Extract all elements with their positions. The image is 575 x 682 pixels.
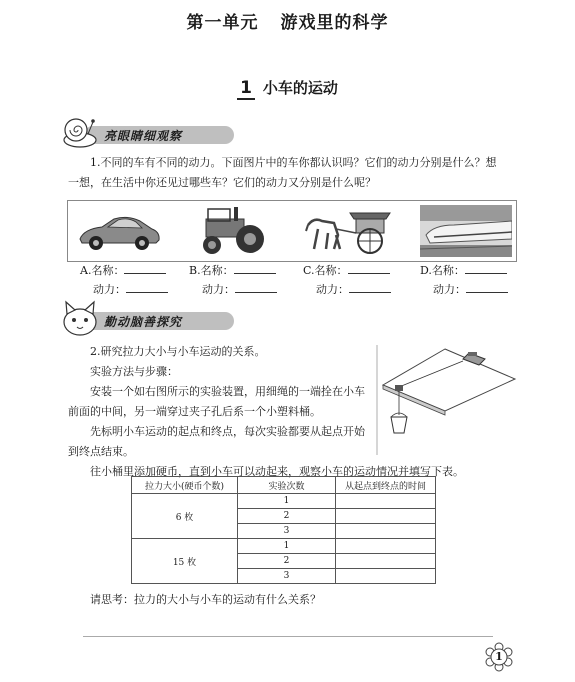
experiment-table — [131, 476, 436, 584]
vehicle-c-name: C.名称： — [303, 262, 390, 278]
blank-line[interactable] — [235, 281, 277, 293]
unit-name: 游戏里的科学 — [280, 13, 389, 33]
lesson-number: 1 — [237, 78, 255, 100]
time-cell[interactable] — [336, 494, 436, 509]
blank-line[interactable] — [465, 262, 507, 274]
tractor-image — [190, 205, 274, 257]
blank-line[interactable] — [349, 281, 391, 293]
time-cell[interactable] — [336, 524, 436, 539]
q2-line1: 2.研究拉力大小与小车运动的关系。 — [90, 345, 266, 358]
table-header: 从起点到终点的时间 — [336, 477, 436, 494]
bucket-icon — [391, 413, 407, 433]
q2-line7: 往小桶里添加硬币，直到小车可以动起来，观察小车的运动情况并填写下表。 — [90, 465, 464, 478]
unit-title — [0, 8, 575, 33]
time-cell[interactable] — [336, 509, 436, 524]
q2-line4: 前面的中间，另一端穿过夹子孔后系一个小塑料桶。 — [68, 405, 321, 418]
trial-cell: 1 — [238, 539, 336, 554]
cat-mascot-icon — [60, 298, 102, 338]
force-cell: 15 枚 — [132, 539, 238, 584]
experiment-apparatus-diagram — [375, 345, 520, 455]
snail-mascot-icon — [60, 112, 100, 152]
sports-car-image — [76, 205, 162, 257]
q2-line5: 先标明小车运动的起点和终点，每次实验都要从起点开始 — [90, 425, 365, 438]
vehicle-image-strip — [67, 200, 517, 262]
blank-line[interactable] — [124, 262, 166, 274]
trial-cell: 1 — [238, 494, 336, 509]
table-header: 实验次数 — [238, 477, 336, 494]
vehicle-c-power: 动力： — [316, 281, 391, 297]
lesson-title — [0, 77, 575, 100]
q1-line2: 一想，在生活中你还见过哪些车？它们的动力又分别是什么呢？ — [68, 176, 376, 189]
time-cell[interactable] — [336, 539, 436, 554]
page-number-badge — [484, 642, 514, 672]
time-cell[interactable] — [336, 569, 436, 584]
table-header-row — [132, 477, 436, 494]
blank-line[interactable] — [126, 281, 168, 293]
trial-cell: 3 — [238, 569, 336, 584]
trial-cell: 2 — [238, 554, 336, 569]
blank-line[interactable] — [348, 262, 390, 274]
q2-line2: 实验方法与步骤： — [90, 365, 178, 378]
section-header-observe — [60, 112, 260, 150]
table-row — [132, 539, 436, 554]
page-number: 1 — [495, 650, 503, 663]
section-title: 勤动脑善探究 — [104, 315, 183, 329]
blank-line[interactable] — [466, 281, 508, 293]
vehicle-b-power: 动力： — [202, 281, 277, 297]
vehicle-a-power: 动力： — [93, 281, 168, 297]
section-header-explore — [60, 298, 260, 336]
q2-line6: 到终点结束。 — [68, 445, 134, 458]
section-title: 亮眼睛细观察 — [104, 129, 183, 143]
horse-carriage-image — [304, 205, 394, 257]
vehicle-d-power: 动力： — [433, 281, 508, 297]
vehicle-b-name: B.名称： — [189, 262, 276, 278]
vehicle-a-name: A.名称： — [80, 262, 166, 278]
unit-number: 第一单元 — [186, 13, 259, 33]
blank-line[interactable] — [234, 262, 276, 274]
think-question: 请思考：拉力的大小与小车的运动有什么关系？ — [90, 593, 321, 606]
trial-cell: 2 — [238, 509, 336, 524]
table-row — [132, 494, 436, 509]
time-cell[interactable] — [336, 554, 436, 569]
footer-divider — [83, 636, 493, 637]
high-speed-train-image — [420, 205, 512, 257]
force-cell: 6 枚 — [132, 494, 238, 539]
table-header: 拉力大小(硬币个数) — [132, 477, 238, 494]
q2-line3: 安装一个如右图所示的实验装置，用细绳的一端拴在小车 — [90, 385, 365, 398]
vehicle-d-name: D.名称： — [420, 262, 507, 278]
trial-cell: 3 — [238, 524, 336, 539]
q1-line1: 1.不同的车有不同的动力。下面图片中的车你都认识吗？它们的动力分别是什么？想 — [90, 156, 497, 169]
lesson-name: 小车的运动 — [262, 79, 338, 97]
